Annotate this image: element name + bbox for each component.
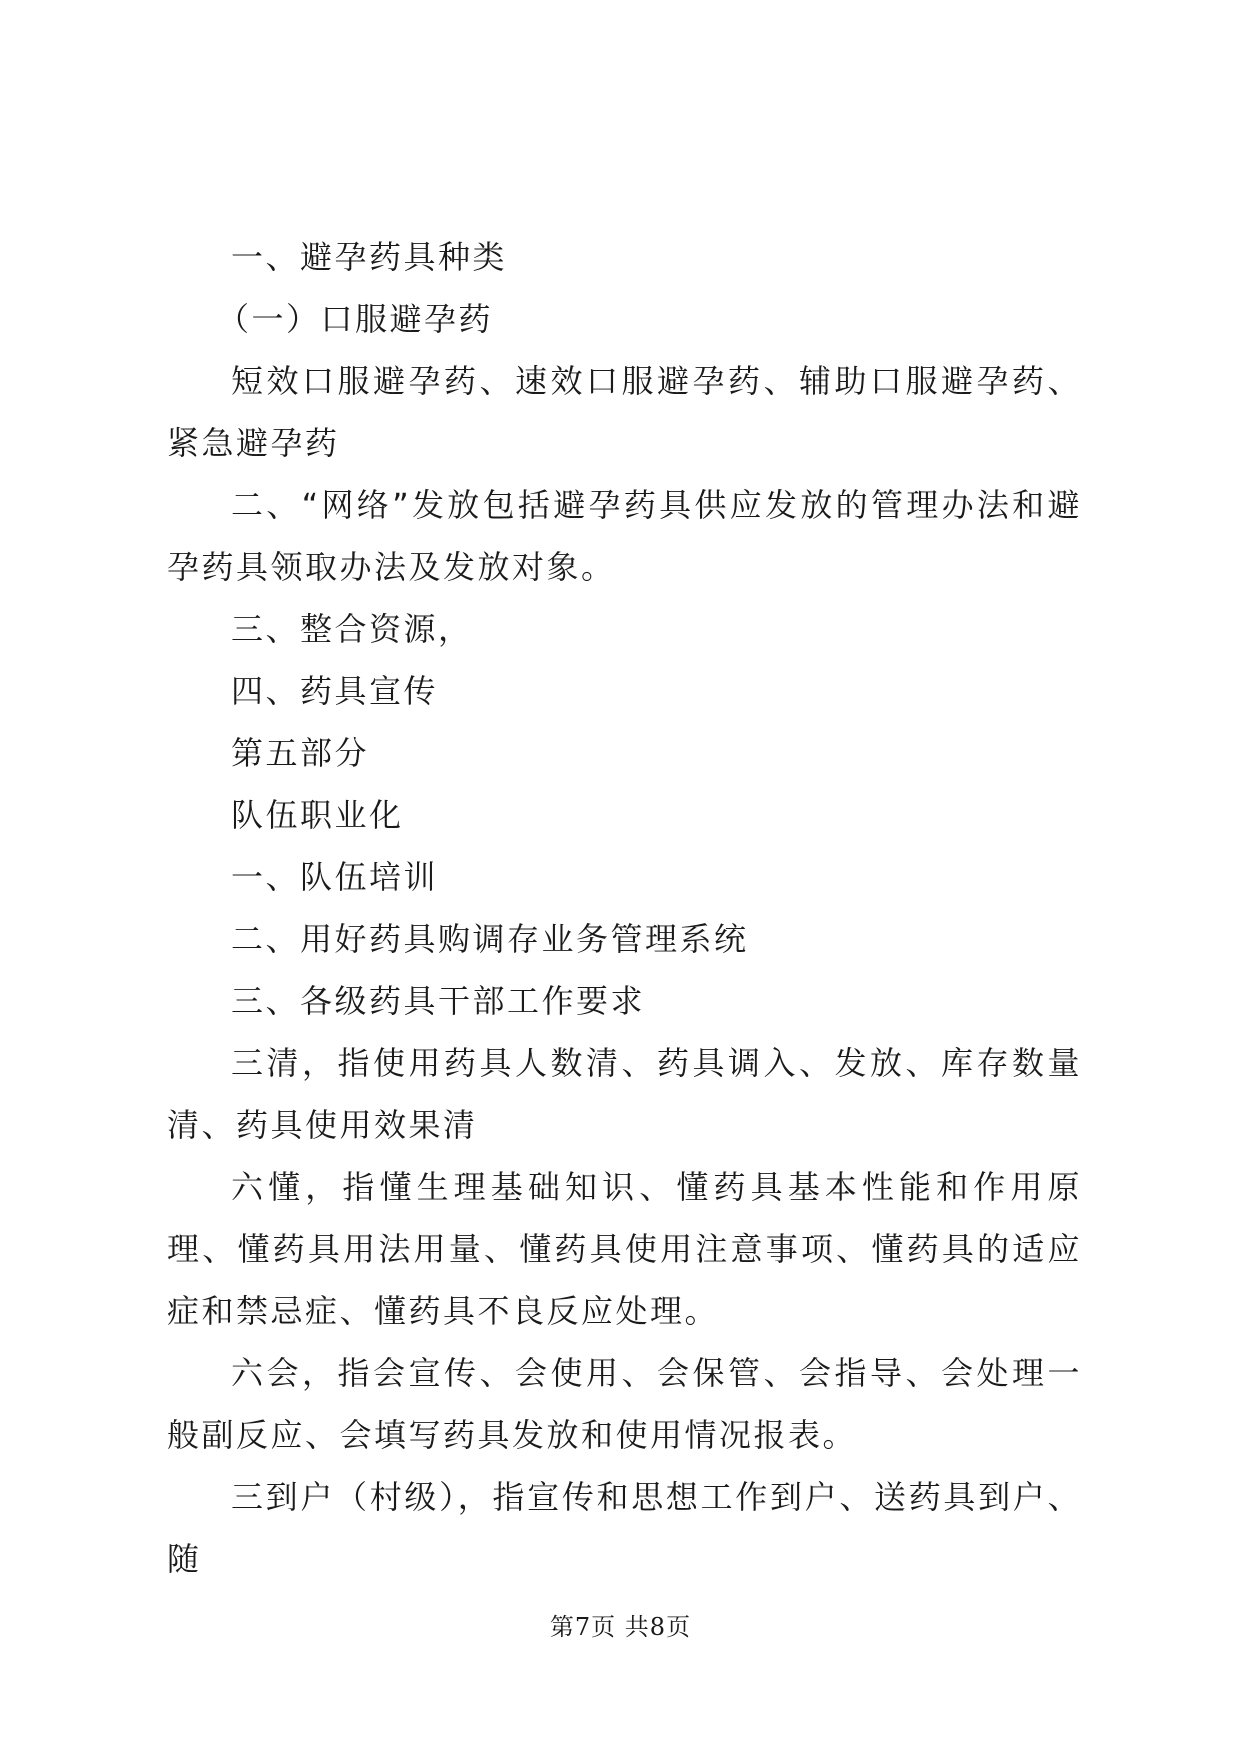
document-body bbox=[167, 226, 1082, 1590]
heading-staff-requirements: 三、各级药具干部工作要求 bbox=[231, 982, 646, 1020]
paragraph-oral-types: 短效口服避孕药、速效口服避孕药、辅助口服避孕药、紧急避孕药 bbox=[167, 362, 1082, 462]
paragraph-three-to-household: 三到户（村级），指宣传和思想工作到户、送药具到户、随 bbox=[167, 1478, 1082, 1578]
page-number-footer: 第7页 共8页 bbox=[549, 1613, 692, 1641]
paragraph-three-clear: 三清，指使用药具人数清、药具调入、发放、库存数量清、药具使用效果清 bbox=[167, 1044, 1082, 1144]
heading-part-five: 第五部分 bbox=[231, 734, 370, 772]
heading-publicity: 四、药具宣传 bbox=[231, 672, 439, 710]
heading-team-training: 一、队伍培训 bbox=[231, 858, 439, 896]
heading-integrate-resources: 三、整合资源， bbox=[231, 610, 473, 648]
heading-section-one: 一、避孕药具种类 bbox=[231, 238, 508, 276]
heading-oral-contraceptives: （一）口服避孕药 bbox=[217, 300, 494, 338]
paragraph-six-able: 六会，指会宣传、会使用、会保管、会指导、会处理一般副反应、会填写药具发放和使用情况报表。 bbox=[167, 1354, 1082, 1454]
heading-management-system: 二、用好药具购调存业务管理系统 bbox=[231, 920, 749, 958]
paragraph-six-understand: 六懂，指懂生理基础知识、懂药具基本性能和作用原理、懂药具用法用量、懂药具使用注意事项、懂药具的适应症和禁忌症、懂药具不良反应处理。 bbox=[167, 1168, 1082, 1330]
heading-team-professionalization: 队伍职业化 bbox=[231, 796, 404, 834]
paragraph-network-distribution: 二、“网络”发放包括避孕药具供应发放的管理办法和避孕药具领取办法及发放对象。 bbox=[167, 486, 1082, 586]
